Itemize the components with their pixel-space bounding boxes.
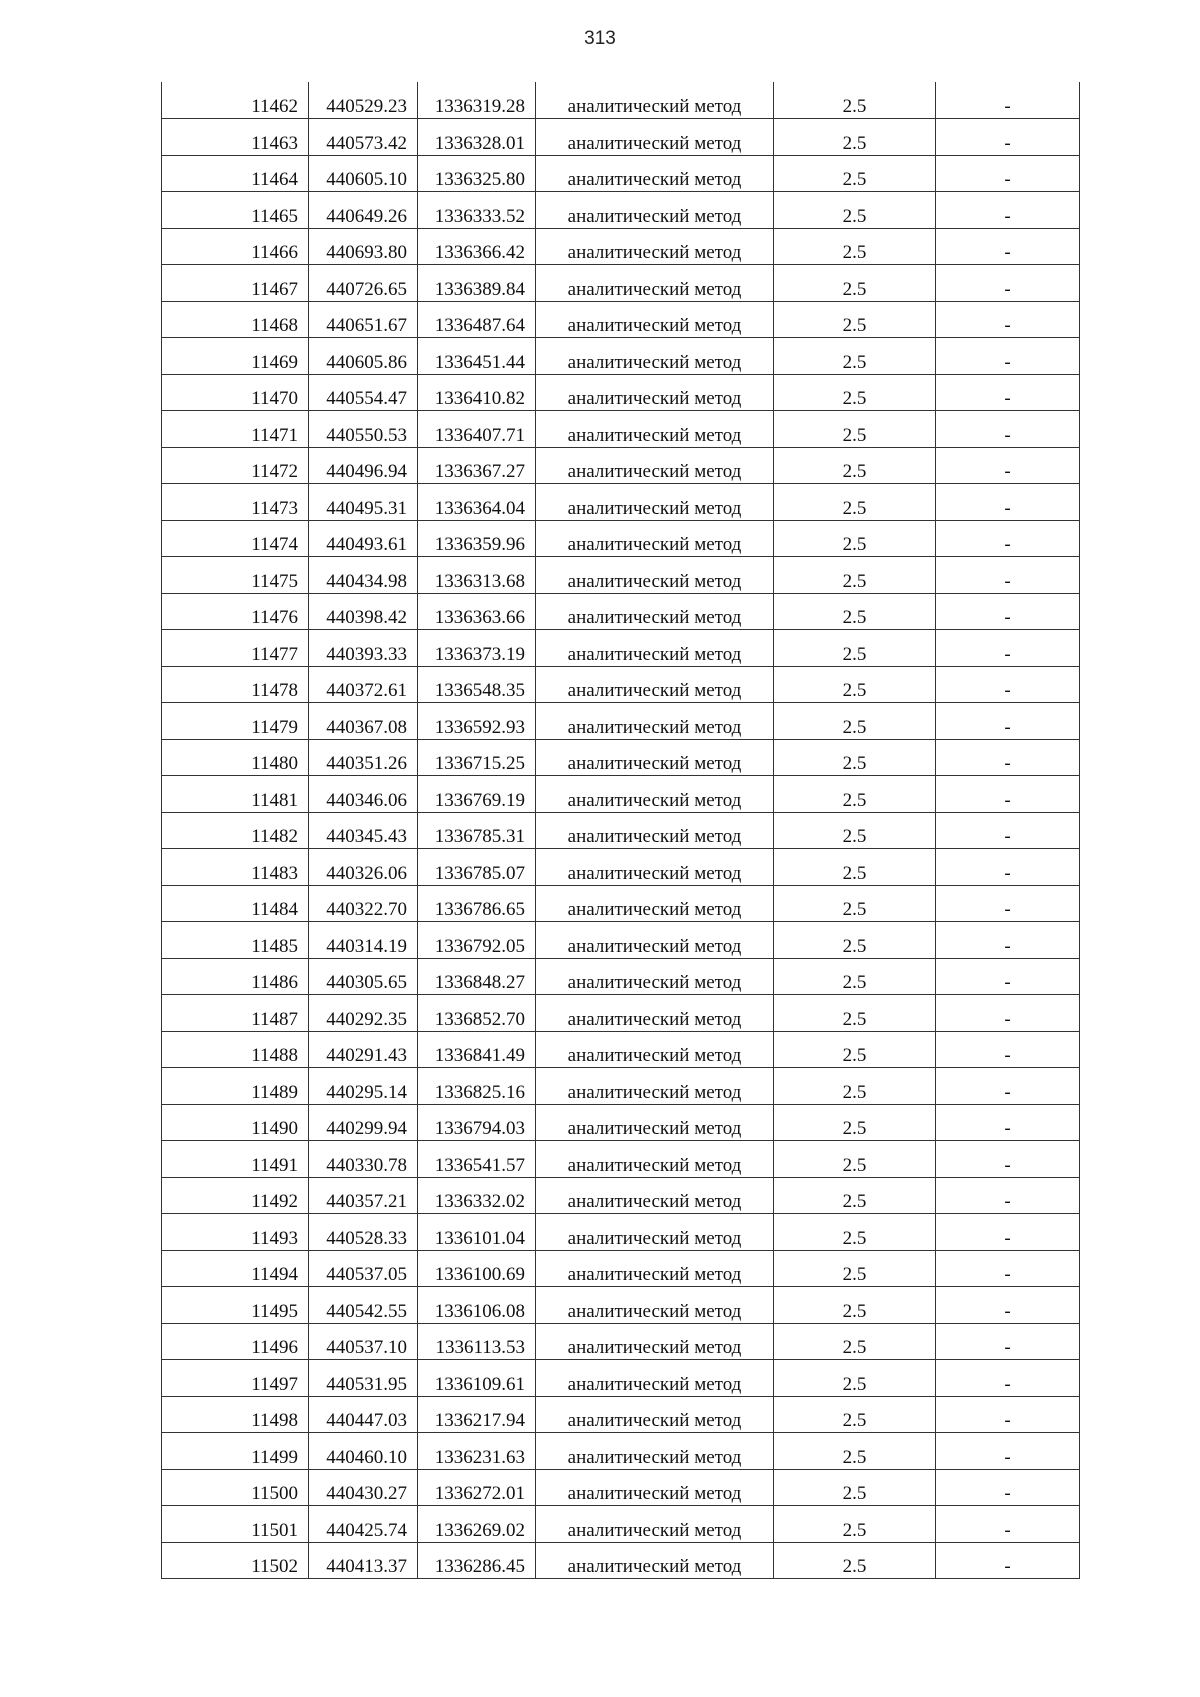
- point-number-cell: 11496: [162, 1323, 309, 1360]
- point-number-cell: 11478: [162, 666, 309, 703]
- y-coordinate-cell: 1336825.16: [418, 1068, 536, 1105]
- method-cell: аналитический метод: [536, 1031, 774, 1068]
- accuracy-cell: 2.5: [774, 155, 936, 192]
- note-cell: -: [936, 1104, 1080, 1141]
- note-cell: -: [936, 1323, 1080, 1360]
- x-coordinate-cell: 440430.27: [309, 1469, 418, 1506]
- point-number-cell: 11466: [162, 228, 309, 265]
- x-coordinate-cell: 440649.26: [309, 192, 418, 229]
- method-cell: аналитический метод: [536, 776, 774, 813]
- point-number-cell: 11481: [162, 776, 309, 813]
- x-coordinate-cell: 440295.14: [309, 1068, 418, 1105]
- accuracy-cell: 2.5: [774, 1141, 936, 1178]
- method-cell: аналитический метод: [536, 703, 774, 740]
- point-number-cell: 11475: [162, 557, 309, 594]
- method-cell: аналитический метод: [536, 995, 774, 1032]
- note-cell: -: [936, 1250, 1080, 1287]
- y-coordinate-cell: 1336272.01: [418, 1469, 536, 1506]
- method-cell: аналитический метод: [536, 1396, 774, 1433]
- point-number-cell: 11494: [162, 1250, 309, 1287]
- point-number-cell: 11487: [162, 995, 309, 1032]
- note-cell: -: [936, 1214, 1080, 1251]
- y-coordinate-cell: 1336592.93: [418, 703, 536, 740]
- y-coordinate-cell: 1336366.42: [418, 228, 536, 265]
- point-number-cell: 11476: [162, 593, 309, 630]
- point-number-cell: 11471: [162, 411, 309, 448]
- point-number-cell: 11462: [162, 82, 309, 119]
- method-cell: аналитический метод: [536, 666, 774, 703]
- table-row: [162, 703, 1080, 740]
- y-coordinate-cell: 1336332.02: [418, 1177, 536, 1214]
- x-coordinate-cell: 440495.31: [309, 484, 418, 521]
- table-row: [162, 520, 1080, 557]
- accuracy-cell: 2.5: [774, 82, 936, 119]
- table-row: [162, 666, 1080, 703]
- x-coordinate-cell: 440554.47: [309, 374, 418, 411]
- y-coordinate-cell: 1336100.69: [418, 1250, 536, 1287]
- method-cell: аналитический метод: [536, 557, 774, 594]
- accuracy-cell: 2.5: [774, 411, 936, 448]
- y-coordinate-cell: 1336715.25: [418, 739, 536, 776]
- note-cell: -: [936, 1542, 1080, 1579]
- y-coordinate-cell: 1336451.44: [418, 338, 536, 375]
- x-coordinate-cell: 440573.42: [309, 119, 418, 156]
- method-cell: аналитический метод: [536, 265, 774, 302]
- y-coordinate-cell: 1336786.65: [418, 885, 536, 922]
- note-cell: -: [936, 812, 1080, 849]
- table-row: [162, 885, 1080, 922]
- table-row: [162, 1214, 1080, 1251]
- accuracy-cell: 2.5: [774, 484, 936, 521]
- table-row: [162, 82, 1080, 119]
- method-cell: аналитический метод: [536, 1323, 774, 1360]
- method-cell: аналитический метод: [536, 1287, 774, 1324]
- accuracy-cell: 2.5: [774, 301, 936, 338]
- x-coordinate-cell: 440292.35: [309, 995, 418, 1032]
- x-coordinate-cell: 440372.61: [309, 666, 418, 703]
- method-cell: аналитический метод: [536, 1068, 774, 1105]
- table-row: [162, 922, 1080, 959]
- table-row: [162, 265, 1080, 302]
- coordinates-table-body: [162, 82, 1080, 1579]
- note-cell: -: [936, 666, 1080, 703]
- y-coordinate-cell: 1336541.57: [418, 1141, 536, 1178]
- accuracy-cell: 2.5: [774, 812, 936, 849]
- y-coordinate-cell: 1336106.08: [418, 1287, 536, 1324]
- point-number-cell: 11492: [162, 1177, 309, 1214]
- x-coordinate-cell: 440434.98: [309, 557, 418, 594]
- table-row: [162, 849, 1080, 886]
- note-cell: -: [936, 301, 1080, 338]
- x-coordinate-cell: 440413.37: [309, 1542, 418, 1579]
- y-coordinate-cell: 1336367.27: [418, 447, 536, 484]
- x-coordinate-cell: 440528.33: [309, 1214, 418, 1251]
- note-cell: -: [936, 922, 1080, 959]
- x-coordinate-cell: 440367.08: [309, 703, 418, 740]
- note-cell: -: [936, 995, 1080, 1032]
- y-coordinate-cell: 1336852.70: [418, 995, 536, 1032]
- y-coordinate-cell: 1336364.04: [418, 484, 536, 521]
- x-coordinate-cell: 440726.65: [309, 265, 418, 302]
- point-number-cell: 11485: [162, 922, 309, 959]
- x-coordinate-cell: 440537.10: [309, 1323, 418, 1360]
- x-coordinate-cell: 440550.53: [309, 411, 418, 448]
- note-cell: -: [936, 82, 1080, 119]
- x-coordinate-cell: 440493.61: [309, 520, 418, 557]
- y-coordinate-cell: 1336109.61: [418, 1360, 536, 1397]
- table-row: [162, 1542, 1080, 1579]
- note-cell: -: [936, 703, 1080, 740]
- method-cell: аналитический метод: [536, 812, 774, 849]
- point-number-cell: 11502: [162, 1542, 309, 1579]
- method-cell: аналитический метод: [536, 739, 774, 776]
- y-coordinate-cell: 1336333.52: [418, 192, 536, 229]
- method-cell: аналитический метод: [536, 374, 774, 411]
- y-coordinate-cell: 1336359.96: [418, 520, 536, 557]
- note-cell: -: [936, 374, 1080, 411]
- note-cell: -: [936, 1031, 1080, 1068]
- table-row: [162, 776, 1080, 813]
- y-coordinate-cell: 1336785.31: [418, 812, 536, 849]
- note-cell: -: [936, 1433, 1080, 1470]
- point-number-cell: 11491: [162, 1141, 309, 1178]
- x-coordinate-cell: 440531.95: [309, 1360, 418, 1397]
- y-coordinate-cell: 1336785.07: [418, 849, 536, 886]
- accuracy-cell: 2.5: [774, 1323, 936, 1360]
- method-cell: аналитический метод: [536, 301, 774, 338]
- accuracy-cell: 2.5: [774, 1177, 936, 1214]
- method-cell: аналитический метод: [536, 1469, 774, 1506]
- accuracy-cell: 2.5: [774, 557, 936, 594]
- note-cell: -: [936, 630, 1080, 667]
- note-cell: -: [936, 593, 1080, 630]
- coordinates-table: [161, 82, 1080, 1579]
- accuracy-cell: 2.5: [774, 776, 936, 813]
- point-number-cell: 11493: [162, 1214, 309, 1251]
- point-number-cell: 11473: [162, 484, 309, 521]
- note-cell: -: [936, 484, 1080, 521]
- method-cell: аналитический метод: [536, 1177, 774, 1214]
- accuracy-cell: 2.5: [774, 958, 936, 995]
- x-coordinate-cell: 440299.94: [309, 1104, 418, 1141]
- method-cell: аналитический метод: [536, 1360, 774, 1397]
- y-coordinate-cell: 1336373.19: [418, 630, 536, 667]
- table-row: [162, 1287, 1080, 1324]
- note-cell: -: [936, 739, 1080, 776]
- note-cell: -: [936, 119, 1080, 156]
- point-number-cell: 11472: [162, 447, 309, 484]
- accuracy-cell: 2.5: [774, 1214, 936, 1251]
- point-number-cell: 11484: [162, 885, 309, 922]
- note-cell: -: [936, 1506, 1080, 1543]
- point-number-cell: 11483: [162, 849, 309, 886]
- table-row: [162, 1104, 1080, 1141]
- x-coordinate-cell: 440351.26: [309, 739, 418, 776]
- table-row: [162, 1469, 1080, 1506]
- table-row: [162, 958, 1080, 995]
- point-number-cell: 11469: [162, 338, 309, 375]
- note-cell: -: [936, 1287, 1080, 1324]
- accuracy-cell: 2.5: [774, 630, 936, 667]
- note-cell: -: [936, 1469, 1080, 1506]
- note-cell: -: [936, 1177, 1080, 1214]
- note-cell: -: [936, 1068, 1080, 1105]
- method-cell: аналитический метод: [536, 1250, 774, 1287]
- table-row: [162, 119, 1080, 156]
- note-cell: -: [936, 192, 1080, 229]
- x-coordinate-cell: 440460.10: [309, 1433, 418, 1470]
- note-cell: -: [936, 338, 1080, 375]
- table-row: [162, 374, 1080, 411]
- note-cell: -: [936, 776, 1080, 813]
- x-coordinate-cell: 440496.94: [309, 447, 418, 484]
- note-cell: -: [936, 228, 1080, 265]
- note-cell: -: [936, 557, 1080, 594]
- method-cell: аналитический метод: [536, 922, 774, 959]
- note-cell: -: [936, 1396, 1080, 1433]
- x-coordinate-cell: 440345.43: [309, 812, 418, 849]
- table-row: [162, 630, 1080, 667]
- point-number-cell: 11479: [162, 703, 309, 740]
- table-row: [162, 411, 1080, 448]
- method-cell: аналитический метод: [536, 849, 774, 886]
- point-number-cell: 11490: [162, 1104, 309, 1141]
- point-number-cell: 11500: [162, 1469, 309, 1506]
- accuracy-cell: 2.5: [774, 1287, 936, 1324]
- table-row: [162, 995, 1080, 1032]
- method-cell: аналитический метод: [536, 885, 774, 922]
- method-cell: аналитический метод: [536, 1433, 774, 1470]
- table-row: [162, 1396, 1080, 1433]
- table-row: [162, 1323, 1080, 1360]
- x-coordinate-cell: 440651.67: [309, 301, 418, 338]
- y-coordinate-cell: 1336319.28: [418, 82, 536, 119]
- table-row: [162, 593, 1080, 630]
- table-row: [162, 1068, 1080, 1105]
- y-coordinate-cell: 1336269.02: [418, 1506, 536, 1543]
- x-coordinate-cell: 440693.80: [309, 228, 418, 265]
- accuracy-cell: 2.5: [774, 1360, 936, 1397]
- y-coordinate-cell: 1336407.71: [418, 411, 536, 448]
- note-cell: -: [936, 155, 1080, 192]
- x-coordinate-cell: 440393.33: [309, 630, 418, 667]
- table-row: [162, 192, 1080, 229]
- point-number-cell: 11477: [162, 630, 309, 667]
- y-coordinate-cell: 1336841.49: [418, 1031, 536, 1068]
- note-cell: -: [936, 447, 1080, 484]
- note-cell: -: [936, 849, 1080, 886]
- accuracy-cell: 2.5: [774, 1250, 936, 1287]
- table-row: [162, 812, 1080, 849]
- accuracy-cell: 2.5: [774, 739, 936, 776]
- method-cell: аналитический метод: [536, 1141, 774, 1178]
- table-row: [162, 1250, 1080, 1287]
- x-coordinate-cell: 440425.74: [309, 1506, 418, 1543]
- x-coordinate-cell: 440447.03: [309, 1396, 418, 1433]
- point-number-cell: 11499: [162, 1433, 309, 1470]
- note-cell: -: [936, 885, 1080, 922]
- method-cell: аналитический метод: [536, 119, 774, 156]
- y-coordinate-cell: 1336286.45: [418, 1542, 536, 1579]
- method-cell: аналитический метод: [536, 155, 774, 192]
- table-row: [162, 447, 1080, 484]
- y-coordinate-cell: 1336113.53: [418, 1323, 536, 1360]
- accuracy-cell: 2.5: [774, 1104, 936, 1141]
- point-number-cell: 11495: [162, 1287, 309, 1324]
- table-row: [162, 739, 1080, 776]
- y-coordinate-cell: 1336769.19: [418, 776, 536, 813]
- x-coordinate-cell: 440398.42: [309, 593, 418, 630]
- point-number-cell: 11501: [162, 1506, 309, 1543]
- note-cell: -: [936, 1360, 1080, 1397]
- accuracy-cell: 2.5: [774, 1433, 936, 1470]
- table-row: [162, 228, 1080, 265]
- accuracy-cell: 2.5: [774, 119, 936, 156]
- method-cell: аналитический метод: [536, 520, 774, 557]
- point-number-cell: 11465: [162, 192, 309, 229]
- y-coordinate-cell: 1336487.64: [418, 301, 536, 338]
- y-coordinate-cell: 1336363.66: [418, 593, 536, 630]
- point-number-cell: 11488: [162, 1031, 309, 1068]
- x-coordinate-cell: 440322.70: [309, 885, 418, 922]
- y-coordinate-cell: 1336325.80: [418, 155, 536, 192]
- accuracy-cell: 2.5: [774, 703, 936, 740]
- point-number-cell: 11482: [162, 812, 309, 849]
- method-cell: аналитический метод: [536, 1104, 774, 1141]
- point-number-cell: 11467: [162, 265, 309, 302]
- y-coordinate-cell: 1336231.63: [418, 1433, 536, 1470]
- accuracy-cell: 2.5: [774, 1542, 936, 1579]
- y-coordinate-cell: 1336792.05: [418, 922, 536, 959]
- point-number-cell: 11463: [162, 119, 309, 156]
- method-cell: аналитический метод: [536, 630, 774, 667]
- accuracy-cell: 2.5: [774, 593, 936, 630]
- y-coordinate-cell: 1336328.01: [418, 119, 536, 156]
- page-number: 313: [584, 28, 616, 49]
- table-row: [162, 484, 1080, 521]
- method-cell: аналитический метод: [536, 338, 774, 375]
- accuracy-cell: 2.5: [774, 922, 936, 959]
- method-cell: аналитический метод: [536, 192, 774, 229]
- accuracy-cell: 2.5: [774, 666, 936, 703]
- y-coordinate-cell: 1336410.82: [418, 374, 536, 411]
- x-coordinate-cell: 440330.78: [309, 1141, 418, 1178]
- accuracy-cell: 2.5: [774, 1506, 936, 1543]
- accuracy-cell: 2.5: [774, 228, 936, 265]
- point-number-cell: 11498: [162, 1396, 309, 1433]
- point-number-cell: 11480: [162, 739, 309, 776]
- point-number-cell: 11468: [162, 301, 309, 338]
- method-cell: аналитический метод: [536, 1506, 774, 1543]
- accuracy-cell: 2.5: [774, 338, 936, 375]
- point-number-cell: 11489: [162, 1068, 309, 1105]
- table-row: [162, 155, 1080, 192]
- method-cell: аналитический метод: [536, 411, 774, 448]
- table-row: [162, 1506, 1080, 1543]
- x-coordinate-cell: 440542.55: [309, 1287, 418, 1324]
- table-row: [162, 1141, 1080, 1178]
- accuracy-cell: 2.5: [774, 447, 936, 484]
- accuracy-cell: 2.5: [774, 1068, 936, 1105]
- table-row: [162, 338, 1080, 375]
- method-cell: аналитический метод: [536, 1214, 774, 1251]
- y-coordinate-cell: 1336389.84: [418, 265, 536, 302]
- accuracy-cell: 2.5: [774, 1396, 936, 1433]
- note-cell: -: [936, 520, 1080, 557]
- method-cell: аналитический метод: [536, 958, 774, 995]
- table-row: [162, 1031, 1080, 1068]
- table-row: [162, 1433, 1080, 1470]
- table-row: [162, 557, 1080, 594]
- y-coordinate-cell: 1336848.27: [418, 958, 536, 995]
- accuracy-cell: 2.5: [774, 192, 936, 229]
- x-coordinate-cell: 440357.21: [309, 1177, 418, 1214]
- accuracy-cell: 2.5: [774, 849, 936, 886]
- point-number-cell: 11486: [162, 958, 309, 995]
- method-cell: аналитический метод: [536, 484, 774, 521]
- x-coordinate-cell: 440346.06: [309, 776, 418, 813]
- x-coordinate-cell: 440537.05: [309, 1250, 418, 1287]
- accuracy-cell: 2.5: [774, 1469, 936, 1506]
- x-coordinate-cell: 440529.23: [309, 82, 418, 119]
- point-number-cell: 11497: [162, 1360, 309, 1397]
- method-cell: аналитический метод: [536, 228, 774, 265]
- method-cell: аналитический метод: [536, 593, 774, 630]
- method-cell: аналитический метод: [536, 1542, 774, 1579]
- accuracy-cell: 2.5: [774, 1031, 936, 1068]
- table-row: [162, 1360, 1080, 1397]
- y-coordinate-cell: 1336217.94: [418, 1396, 536, 1433]
- x-coordinate-cell: 440291.43: [309, 1031, 418, 1068]
- x-coordinate-cell: 440605.10: [309, 155, 418, 192]
- method-cell: аналитический метод: [536, 447, 774, 484]
- note-cell: -: [936, 1141, 1080, 1178]
- table-row: [162, 301, 1080, 338]
- accuracy-cell: 2.5: [774, 995, 936, 1032]
- note-cell: -: [936, 411, 1080, 448]
- accuracy-cell: 2.5: [774, 520, 936, 557]
- x-coordinate-cell: 440314.19: [309, 922, 418, 959]
- accuracy-cell: 2.5: [774, 885, 936, 922]
- y-coordinate-cell: 1336548.35: [418, 666, 536, 703]
- y-coordinate-cell: 1336794.03: [418, 1104, 536, 1141]
- note-cell: -: [936, 958, 1080, 995]
- point-number-cell: 11470: [162, 374, 309, 411]
- method-cell: аналитический метод: [536, 82, 774, 119]
- y-coordinate-cell: 1336313.68: [418, 557, 536, 594]
- table-row: [162, 1177, 1080, 1214]
- x-coordinate-cell: 440305.65: [309, 958, 418, 995]
- point-number-cell: 11474: [162, 520, 309, 557]
- accuracy-cell: 2.5: [774, 374, 936, 411]
- y-coordinate-cell: 1336101.04: [418, 1214, 536, 1251]
- x-coordinate-cell: 440326.06: [309, 849, 418, 886]
- x-coordinate-cell: 440605.86: [309, 338, 418, 375]
- accuracy-cell: 2.5: [774, 265, 936, 302]
- point-number-cell: 11464: [162, 155, 309, 192]
- note-cell: -: [936, 265, 1080, 302]
